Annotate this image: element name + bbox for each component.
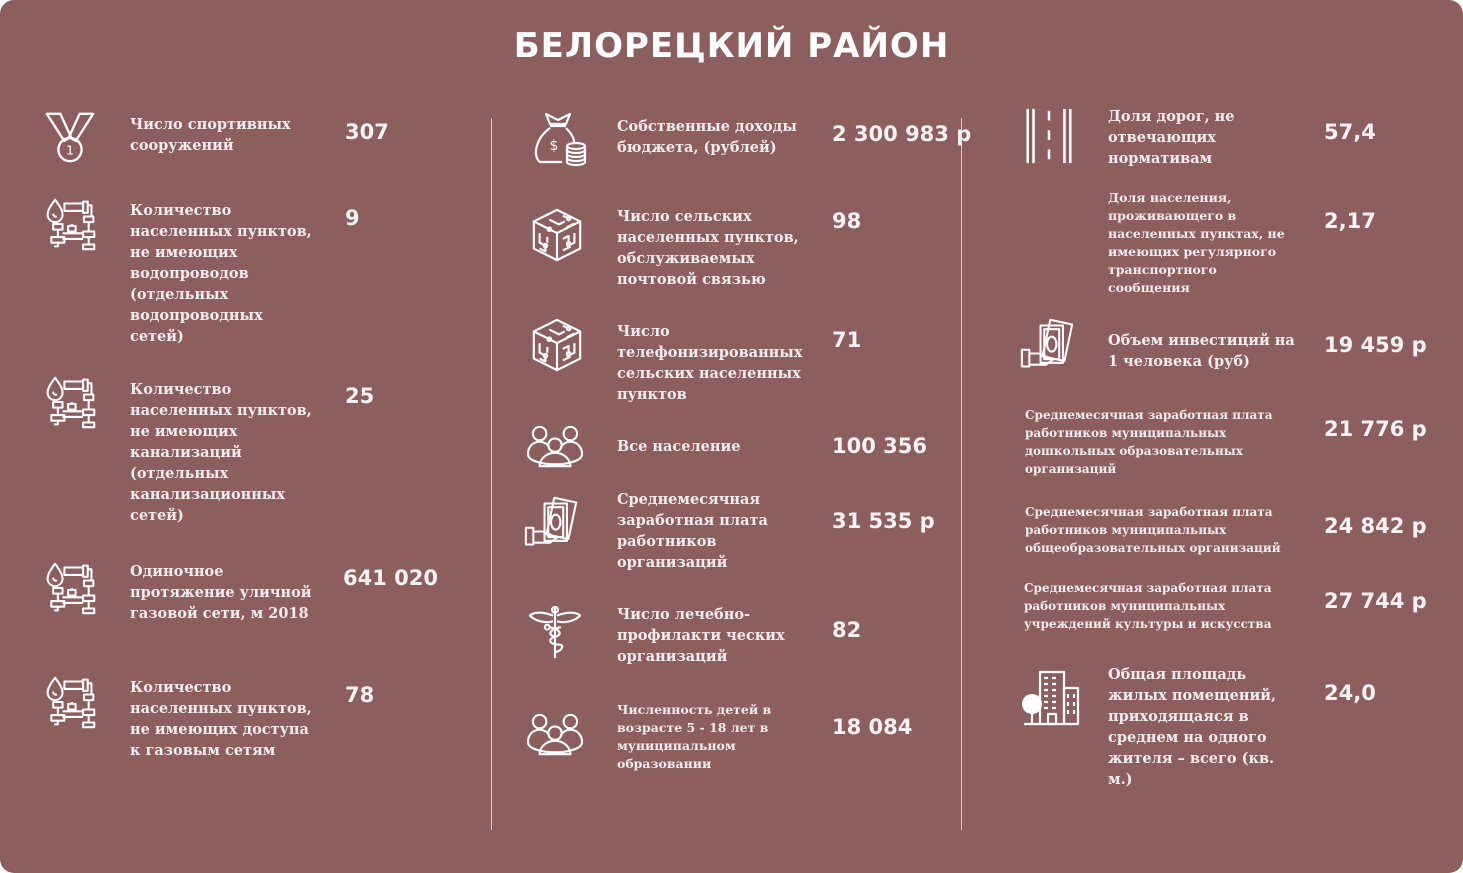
stat-value: 27 744 р bbox=[1324, 589, 1427, 613]
stat-label: Число лечебно-профилакти ческих организаций bbox=[617, 606, 785, 665]
stat-label: Число сельских населенных пунктов, обслуживаемых почтовой связью bbox=[617, 208, 799, 288]
stat-label: Среднемесячная заработная плата работников организаций bbox=[617, 491, 768, 571]
column-divider bbox=[961, 118, 962, 830]
stat-value: 19 459 р bbox=[1324, 333, 1427, 357]
pipes-icon bbox=[42, 374, 98, 430]
stat-value: 25 bbox=[345, 384, 375, 408]
road-icon bbox=[1020, 106, 1078, 166]
stat-value: 100 356 bbox=[832, 434, 927, 458]
stat-label: Общая площадь жилых помещений, приходящаяся в среднем на одного жителя – всего (кв. м.) bbox=[1108, 666, 1277, 788]
stat-label: Количество населенных пунктов, не имеющих доступа к газовым сетям bbox=[130, 679, 312, 759]
people-group-icon bbox=[524, 424, 586, 472]
pipes-icon bbox=[42, 674, 98, 730]
stat-label: Доля дорог, не отвечающих нормативам bbox=[1108, 108, 1235, 167]
caduceus-icon bbox=[526, 604, 584, 662]
stat-label: Количество населенных пунктов, не имеющих канализаций (отдельных канализационных сетей) bbox=[130, 381, 312, 524]
circuit-cube-icon bbox=[528, 316, 586, 374]
stat-value: 71 bbox=[832, 328, 862, 352]
stat-value: 82 bbox=[832, 618, 862, 642]
stat-label: Собственные доходы бюджета, (рублей) bbox=[617, 118, 797, 156]
stat-label: Количество населенных пунктов, не имеющих водопроводов (отдельных водопроводных сетей) bbox=[130, 202, 312, 345]
stat-label: Доля населения, проживающего в населенных пунктах, не имеющих регулярного транспортного сообщения bbox=[1108, 190, 1285, 295]
stat-label: Объем инвестиций на 1 человека (руб) bbox=[1108, 332, 1295, 370]
stat-value: 78 bbox=[345, 683, 375, 707]
stat-value: 24,0 bbox=[1324, 681, 1376, 705]
stat-value: 18 084 bbox=[832, 715, 913, 739]
building-tree-icon bbox=[1020, 668, 1080, 728]
stat-value: 24 842 р bbox=[1324, 514, 1427, 538]
stat-value: 2 300 983 р bbox=[832, 122, 972, 146]
stat-label: Среднемесячная заработная плата работников муниципальных учреждений культуры и искусства bbox=[1024, 581, 1272, 631]
stat-label: Одиночное протяжение уличной газовой сети, м 2018 bbox=[130, 563, 312, 622]
money-bag-icon bbox=[528, 108, 588, 168]
stat-label: Численность детей в возрасте 5 - 18 лет в муниципальном образовании bbox=[617, 702, 772, 771]
cash-hand-icon bbox=[524, 496, 580, 552]
page-title: БЕЛОРЕЦКИЙ РАЙОН bbox=[513, 26, 950, 66]
stat-label: Среднемесячная заработная плата работников муниципальных общеобразовательных организаций bbox=[1025, 505, 1281, 555]
stat-value: 9 bbox=[345, 206, 360, 230]
stat-value: 31 535 р bbox=[832, 509, 935, 533]
stat-label: Число спортивных сооружений bbox=[130, 116, 291, 154]
pipes-icon bbox=[42, 196, 98, 252]
column-divider bbox=[491, 118, 492, 830]
stat-value: 2,17 bbox=[1324, 209, 1376, 233]
circuit-cube-icon bbox=[528, 206, 586, 264]
stat-label: Число телефонизированных сельских населенных пунктов bbox=[617, 323, 803, 403]
stat-value: 21 776 р bbox=[1324, 417, 1427, 441]
pipes-icon bbox=[42, 560, 98, 616]
stat-value: 57,4 bbox=[1324, 120, 1376, 144]
stat-value: 641 020 bbox=[343, 566, 438, 590]
people-group-icon bbox=[524, 712, 586, 760]
stat-value: 307 bbox=[345, 120, 389, 144]
stat-label: Все население bbox=[617, 438, 741, 455]
stat-label: Среднемесячная заработная плата работников муниципальных дошкольных образовательных организаций bbox=[1025, 408, 1273, 476]
cash-hand-icon bbox=[1020, 318, 1076, 374]
stat-value: 98 bbox=[832, 209, 862, 233]
medal-icon bbox=[40, 108, 100, 166]
